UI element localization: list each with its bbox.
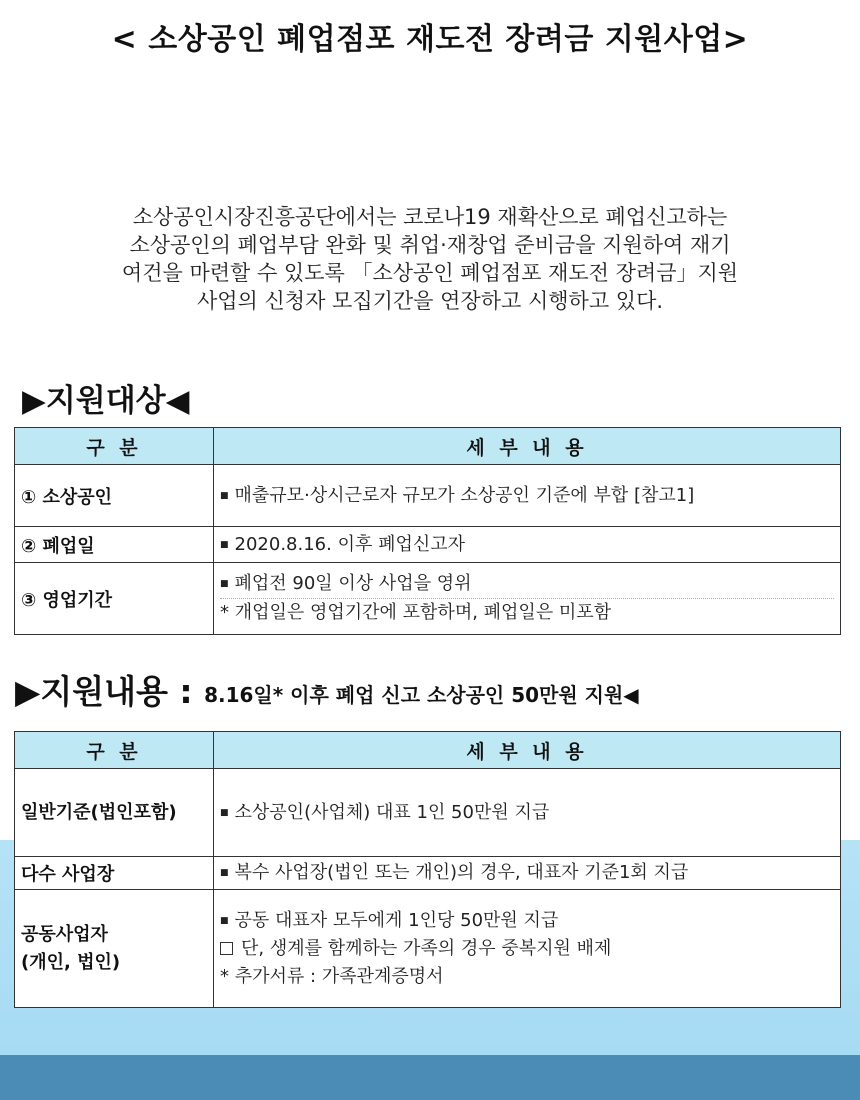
detail-text: 2020.8.16. 이후 폐업신고자 [234,533,466,555]
intro-paragraph [60,203,800,315]
row-category: ① 소상공인 [15,465,214,527]
table-row [15,527,841,563]
detail-text: 복수 사업장(법인 또는 개인)의 경우, 대표자 기준1회 지급 [234,862,689,883]
detail-text: 매출규모·상시근로자 규모가 소상공인 기준에 부합 [참고1] [234,484,695,506]
section-heading-eligibility: ▶지원대상◀ [22,383,190,419]
table-header-row [15,732,841,769]
table-row [15,769,841,857]
square-bullet-icon: ■ [220,579,229,589]
row-category: ③ 영업기간 [15,563,214,635]
header-detail: 세 부 내 용 [214,428,841,465]
square-bullet-icon: ■ [220,868,229,878]
row-detail [214,857,841,890]
detail-note: * 추가서류 : 가족관계증명서 [220,965,444,987]
support-table [14,731,841,1008]
section-heading-support [15,666,639,713]
row-category [15,890,214,1008]
row-detail [214,465,841,527]
page-title: < 소상공인 폐업점포 재도전 장려금 지원사업> [111,22,749,57]
square-bullet-icon: ■ [220,539,229,550]
table-row [15,857,841,890]
table-row [15,563,841,635]
detail-note: * 개업일은 영업기간에 포함하며, 폐업일은 미포함 [220,598,834,627]
row-detail [214,769,841,857]
row-detail [214,527,841,563]
row-category: 다수 사업장 [15,857,214,890]
row-category: ② 폐업일 [15,527,214,563]
square-bullet-icon: ■ [220,490,229,501]
checkbox-icon [220,942,233,955]
square-bullet-icon: ■ [220,915,229,926]
intro-line: 소상공인시장진흥공단에서는 코로나19 재확산으로 폐업신고하는 [132,205,728,229]
support-heading-main: ▶지원내용 : [15,672,205,711]
detail-text: 폐업전 90일 이상 사업을 영위 [234,573,472,594]
table-row [15,465,841,527]
intro-line: 여건을 마련할 수 있도록 「소상공인 폐업점포 재도전 장려금」지원 [121,261,739,285]
category-line: 공동사업자 [21,923,108,945]
intro-line: 소상공인의 폐업부담 완화 및 취업·재창업 준비금을 지원하여 재기 [129,233,731,257]
intro-line: 사업의 신청자 모집기간을 연장하고 시행하고 있다. [196,289,664,313]
detail-text: 소상공인(사업체) 대표 1인 50만원 지급 [234,801,550,823]
header-detail: 세 부 내 용 [214,732,841,769]
table-header-row [15,428,841,465]
row-category: 일반기준(법인포함) [15,769,214,857]
row-detail [214,563,841,635]
detail-text: 공동 대표자 모두에게 1인당 50만원 지급 [234,909,559,931]
square-bullet-icon: ■ [220,807,229,818]
eligibility-table [14,427,841,635]
table-row [15,890,841,1008]
row-detail [214,890,841,1008]
header-category: 구 분 [15,732,214,769]
header-category: 구 분 [15,428,214,465]
support-heading-sub: 8.16일* 이후 폐업 신고 소상공인 50만원 지원◀ [204,683,639,707]
category-line: (개인, 법인) [21,951,121,973]
detail-text: 단, 생계를 함께하는 가족의 경우 중복지원 배제 [241,937,612,959]
